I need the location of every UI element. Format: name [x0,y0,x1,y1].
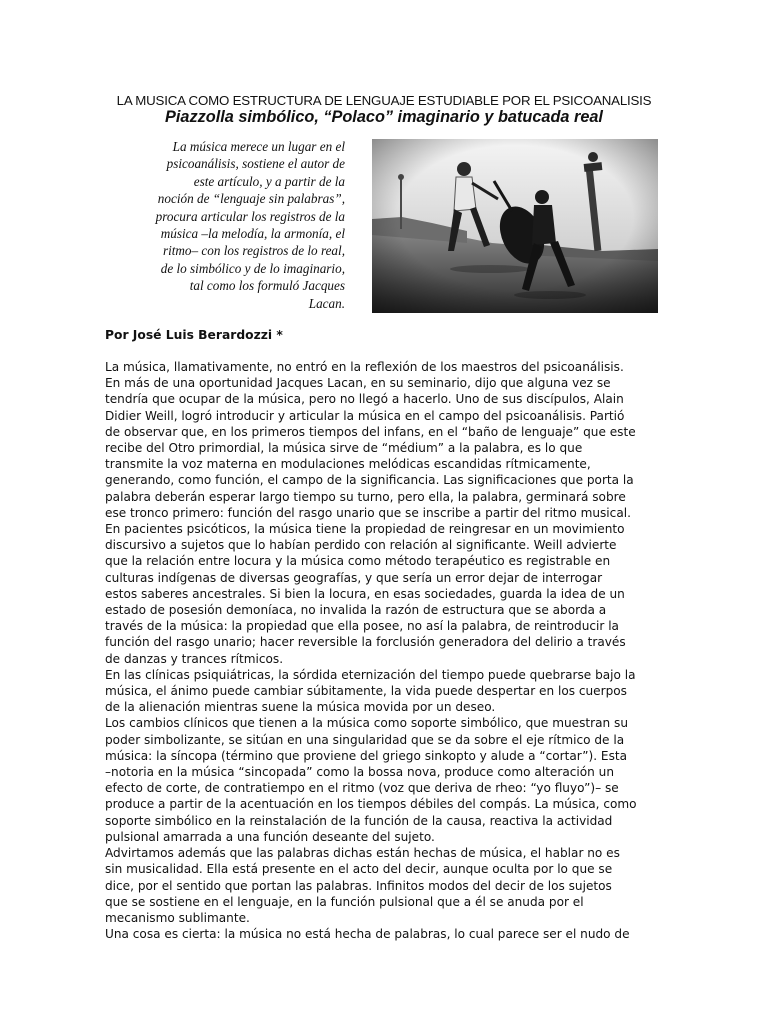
body-line: produce a partir de la acentuación en los tiempos débiles del compás. La música, como [105,797,637,812]
article-byline: Por José Luis Berardozzi * [105,328,283,342]
body-line: estado de posesión demoníaca, no invalida la razón de estructura que se aborda a [105,603,607,618]
body-line: recibe del Otro primordial, la música sirve de “médium” a la palabra, es lo que [105,441,583,456]
body-line: mecanismo sublimante. [105,910,250,925]
lede-line: psicoanálisis, sostiene el autor de [166,156,345,172]
body-line: que la relación entre locura y la música como método terapéutico es registrable en [105,554,611,569]
lede-line: tal como los formuló Jacques [189,278,345,294]
article-photo [372,139,658,313]
lede-line: La música merece un lugar en el [172,139,345,154]
body-line: estos saberes ancestrales. Si bien la locura, en esas sociedades, guarda la idea de un [105,586,625,601]
lede-line: de lo simbólico y de lo imaginario, [160,260,345,276]
body-line: de observar que, en los primeros tiempos del infans, en el “baño de lenguaje” que este [105,424,636,439]
body-line: de la alienación mientras suene la música movida por un deseo. [105,700,496,715]
article-lede [112,138,345,312]
body-line: Didier Weill, logró introducir y articular la música en el campo del psicoanálisis. Partió [105,408,625,423]
body-line: música, el ánimo puede cambiar súbitamente, la vida puede despertar en los cuerpos [105,684,627,699]
body-line: tendría que ocupar de la música, pero no llegó a hacerlo. Uno de sus discípulos, Alain [105,392,624,407]
lede-line: ritmo– con los registros de lo real, [162,243,345,259]
lede-line: este artículo, y a partir de la [193,173,345,189]
lede-line: Lacan. [308,295,345,311]
body-line: través de la música: la propiedad que ella posee, no así la palabra, de reintroducir la [105,619,619,634]
body-line: Los cambios clínicos que tienen a la música como soporte simbólico, que muestran su [105,716,628,731]
body-line: Advirtamos además que las palabras dichas están hechas de música, el hablar no es [105,846,620,861]
body-line: La música, llamativamente, no entró en la reflexión de los maestros del psicoanálisis. [105,360,624,374]
body-line: dice, por el sentido que portan las palabras. Infinitos modos del decir de los sujetos [105,878,612,893]
article-headline: Piazzolla simbólico, “Polaco” imaginario y batucada real [165,108,603,126]
lede-line: noción de “lenguaje sin palabras”, [157,191,345,207]
body-line: función del rasgo unario; hacer reversible la forclusión generadora del delirio a través [105,635,626,650]
body-line: que se sostiene en el lenguaje, en la función pulsional que a él se anuda por el [105,894,584,909]
body-line: pulsional amarrada a una función deseante del sujeto. [105,829,435,844]
body-line: En más de una oportunidad Jacques Lacan, en su seminario, dijo que alguna vez se [105,376,611,391]
article-kicker: LA MUSICA COMO ESTRUCTURA DE LENGUAJE ESTUDIABLE POR EL PSICOANALISIS [116,93,652,108]
body-line: efecto de corte, de contratiempo en el ritmo (voz que deriva de rheo: “yo fluyo”)– se [105,781,619,796]
body-line: generando, como función, el campo de la significancia. Las significaciones que porta la [105,473,634,488]
lede-line: procura articular los registros de la [155,208,345,224]
body-line: –notoria en la música “sincopada” como la bossa nova, produce como alteración un [105,765,614,780]
body-line: sin musicalidad. Ella está presente en el acto del decir, aunque oculta por lo que se [105,862,613,877]
body-line: de danzas y trances rítmicos. [105,651,284,666]
article-body [105,359,665,942]
body-line: palabra deberán esperar largo tiempo su turno, pero ella, la palabra, germinará sobre [105,489,626,504]
body-line: música: la síncopa (término que proviene del griego sinkopto y alude a “cortar”). Esta [105,748,628,763]
lede-line: música –la melodía, la armonía, el [160,226,345,242]
body-line: discursivo a sujetos que lo habían perdido con relación al significante. Weill advierte [105,538,617,553]
body-line: ese tronco primero: función del rasgo unario que se inscribe a partir del ritmo musical. [105,505,631,520]
body-line: soporte simbólico en la reinstalación de la función de la causa, reactiva la actividad [105,813,613,828]
body-line: poder simbolizante, se sitúan en una singularidad que se da sobre el eje rítmico de la [105,732,625,747]
body-line: En pacientes psicóticos, la música tiene la propiedad de reingresar en un movimiento [105,522,625,537]
body-line: culturas indígenas de diversas geografías, y que sería un error dejar de interrogar [105,570,603,585]
body-line: En las clínicas psiquiátricas, la sórdida eternización del tiempo puede quebrarse bajo la [105,667,636,682]
body-line: transmite la voz materna en modulaciones melódicas escandidas rítmicamente, [105,457,591,472]
body-line: Una cosa es cierta: la música no está hecha de palabras, lo cual parece ser el nudo de [105,927,630,942]
